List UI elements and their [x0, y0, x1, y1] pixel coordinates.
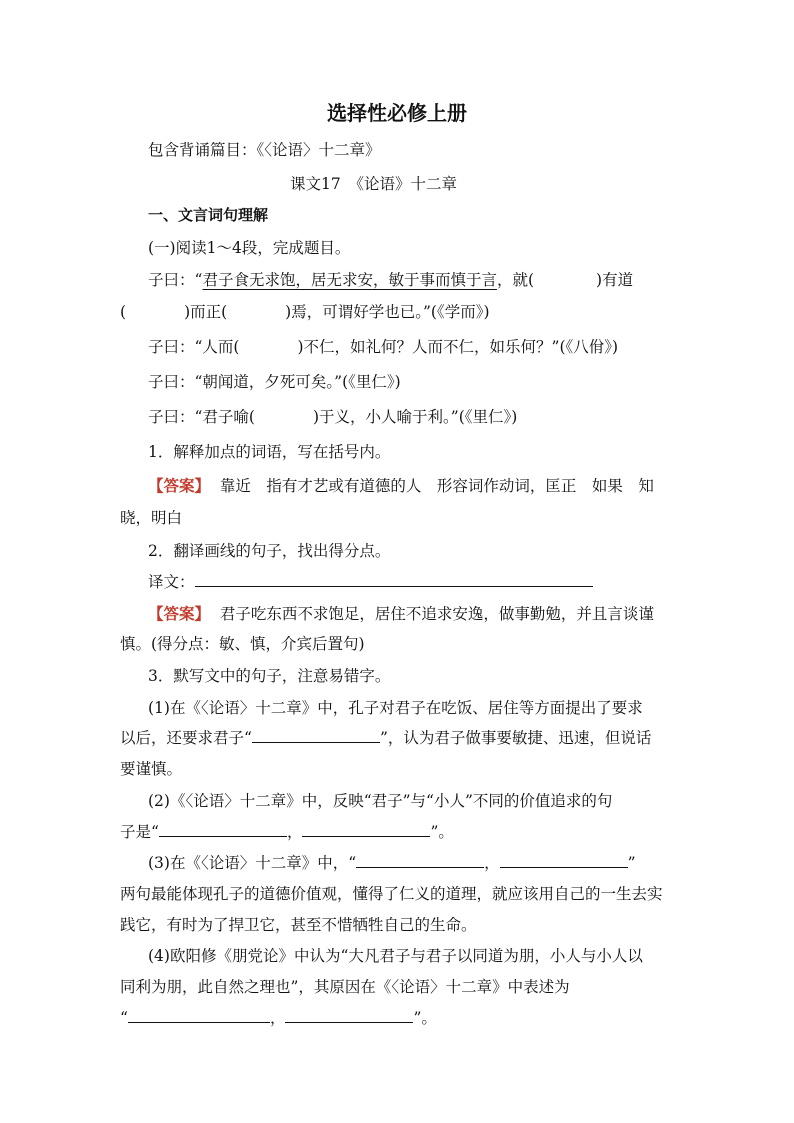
page-title: 选择性必修上册 — [327, 101, 467, 125]
passage-text: 子曰：“人而( — [148, 338, 240, 356]
answer-label: 【答案】 — [148, 476, 211, 495]
answer-text: 靠近 指有才艺或有道德的人 形容词作动词，匡正 如果 知 — [219, 477, 654, 495]
answer-2-line: 慎。(得分点：敏、慎，介宾后置句) — [120, 635, 365, 653]
question-text: ， — [484, 854, 500, 872]
question-text: “ — [120, 1009, 128, 1027]
passage-text: 子曰：“君子喻( — [148, 408, 255, 426]
passage-text: )有道 — [596, 271, 634, 289]
q3-1-line: (1)在《〈论语〉十二章》中，孔子对君子在吃饭、居住等方面提出了要求 — [148, 699, 643, 717]
question-text: (3)在《〈论语〉十二章》中，“ — [148, 854, 357, 872]
answer-2-line — [148, 602, 654, 624]
question-text: ， — [269, 1009, 286, 1027]
question-text: ”。 — [430, 823, 454, 841]
q3-2-line: (2)《〈论语〉十二章》中，反映“君子”与“小人”不同的价值追求的句 — [148, 792, 613, 810]
passage-text: ，就( — [496, 271, 535, 289]
question-2: 2．翻译画线的句子，找出得分点。 — [148, 542, 391, 560]
q3-4-line — [120, 1006, 437, 1028]
recitation-note: 包含背诵篇目：《〈论语〉十二章》 — [148, 141, 381, 159]
underlined-sentence: 君子食无求饱，居无求安，敏于事而慎于言 — [202, 271, 497, 289]
question-text: ”。 — [413, 1009, 437, 1027]
fill-blank[interactable] — [302, 822, 430, 837]
passage-text: )于义，小人喻于利。”(《里仁》) — [312, 408, 518, 426]
q3-2-line — [120, 820, 454, 842]
q3-4-line: (4)欧阳修《朋党论》中认为“大凡君子与君子以同道为朋，小人与小人以 — [148, 947, 643, 965]
passage-text: )焉，可谓好学也已。”(《学而》) — [285, 303, 490, 321]
fill-blank[interactable] — [285, 1008, 413, 1023]
question-1: 1．解释加点的词语，写在括号内。 — [148, 443, 391, 461]
question-text: ” — [627, 854, 636, 872]
fill-blank[interactable] — [356, 853, 484, 868]
lesson-heading: 课文17 《论语》十二章 — [290, 175, 457, 193]
answer-text: 君子吃东西不求饱足，居住不追求安逸，做事勤勉，并且言谈谨 — [219, 605, 654, 623]
passage-line — [148, 405, 517, 427]
fill-blank[interactable] — [252, 728, 380, 743]
translation-blank[interactable] — [195, 572, 593, 587]
fill-blank[interactable] — [159, 822, 287, 837]
question-text: 以后，还要求君子“ — [120, 729, 252, 747]
question-text: ”，认为君子做事要敏捷、迅速，但说话 — [379, 729, 652, 747]
fill-blank[interactable] — [500, 853, 628, 868]
translation-line — [148, 570, 593, 592]
q3-3-line — [148, 851, 636, 873]
answer-1-line — [148, 474, 654, 496]
question-text: ， — [286, 823, 303, 841]
q3-1-line — [120, 726, 651, 748]
passage-line — [120, 300, 490, 322]
passage-text: )而正( — [184, 303, 228, 321]
section-heading: 一、文言词句理解 — [148, 206, 269, 224]
translation-label: 译文： — [148, 573, 195, 591]
q3-1-line: 要谨慎。 — [120, 760, 183, 778]
passage-line — [148, 335, 618, 357]
answer-1-line: 晓，明白 — [120, 509, 183, 527]
q3-4-line: 同利为朋，此自然之理也”，其原因在《〈论语〉十二章》中表述为 — [120, 978, 570, 996]
passage-line: 子曰：“朝闻道，夕死可矣。”(《里仁》) — [148, 373, 401, 391]
question-3: 3．默写文中的句子，注意易错字。 — [148, 667, 391, 685]
fill-blank[interactable] — [128, 1008, 270, 1023]
passage-line — [148, 268, 633, 290]
subsection-heading: (一)阅读1～4段，完成题目。 — [148, 239, 351, 257]
passage-text: 子曰：“ — [148, 271, 203, 289]
passage-text: )不仁，如礼何？人而不仁，如乐何？”(《八佾》) — [297, 338, 619, 356]
q3-3-line: 践它，有时为了捍卫它，甚至不惜牺牲自己的生命。 — [120, 916, 477, 934]
passage-text: ( — [120, 303, 127, 321]
question-text: 子是“ — [120, 823, 159, 841]
answer-label: 【答案】 — [148, 604, 211, 623]
q3-3-line: 两句最能体现孔子的道德价值观，懂得了仁义的道理，就应该用自己的一生去实 — [120, 885, 663, 903]
